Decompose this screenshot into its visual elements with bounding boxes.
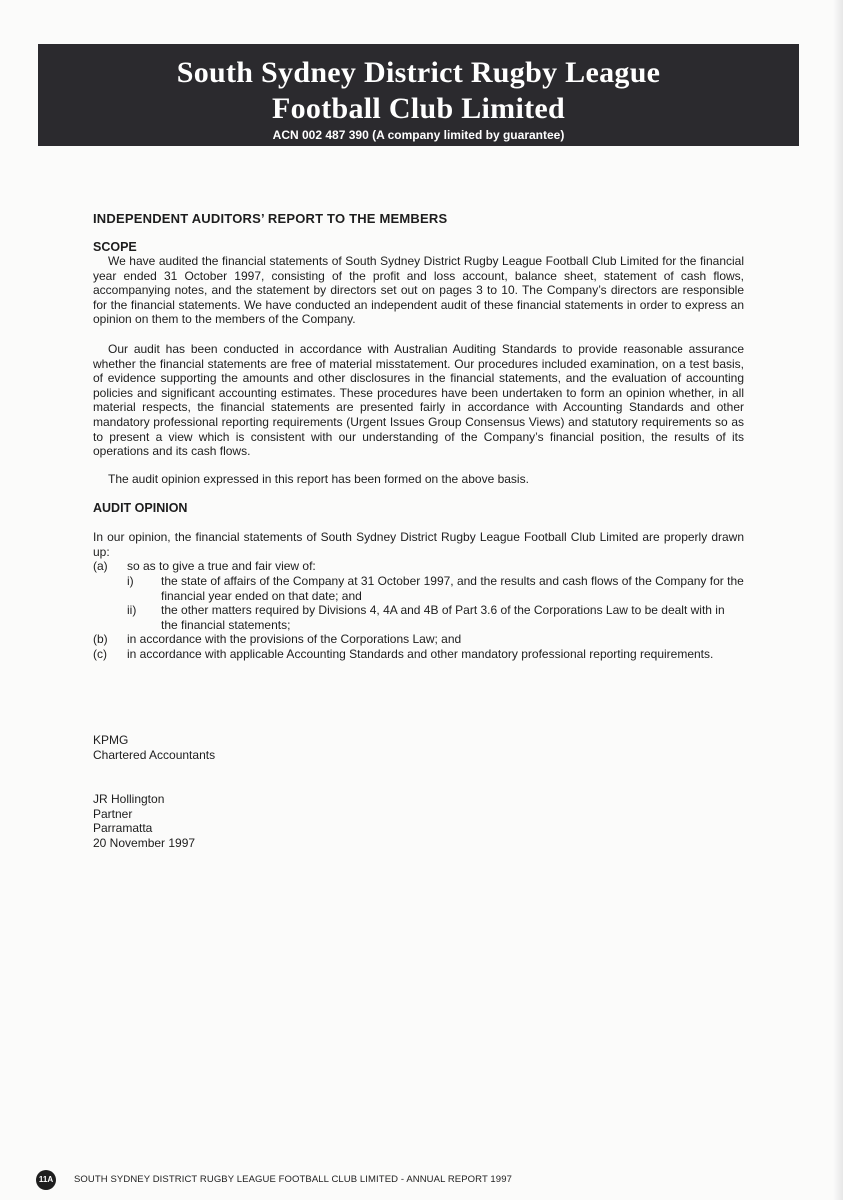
subitem-i-marker: i) [127,574,134,588]
header-banner [38,44,799,146]
footer-text: SOUTH SYDNEY DISTRICT RUGBY LEAGUE FOOTBALL CLUB LIMITED - ANNUAL REPORT 1997 [74,1174,512,1185]
page-edge-shadow [833,0,843,1200]
subitem-ii-text: the other matters required by Divisions 4, 4A and 4B of Part 3.6 of the Corporations Law to be dealt with in the financial statements; [161,603,725,632]
signatory-block [93,792,195,850]
item-a-text: so as to give a true and fair view of: [127,559,316,573]
scope-paragraph-1: We have audited the financial statements of South Sydney District Rugby League Football Club Limited for the financial year ended 31 October 1997, consisting of the profit and loss account, balance sheet, statement of cash flows, accompanying notes, and the statement by directors set out on pages 3 to 10. The Company’s directors are responsible for the financial statements. We have conducted an independent audit of these financial statements in order to express an opinion on them to the members of the Company. [93,254,744,327]
scope-paragraph-3: The audit opinion expressed in this report has been formed on the above basis. [108,472,529,486]
report-title: INDEPENDENT AUDITORS’ REPORT TO THE MEMBERS [93,211,448,226]
club-name-line-1: South Sydney District Rugby League [176,56,661,89]
signatory-name: JR Hollington [93,792,165,806]
signatory-location: Parramatta [93,821,153,836]
item-c-marker: (c) [93,647,107,661]
firm-type: Chartered Accountants [93,747,216,762]
item-c-text: in accordance with applicable Accounting Standards and other mandatory professional reporting requirements. [127,647,714,661]
auditor-firm-block [93,733,215,762]
item-b-text: in accordance with the provisions of the Corporations Law; and [127,632,462,646]
scope-heading: SCOPE [93,240,137,254]
opinion-intro: In our opinion, the financial statements of South Sydney District Rugby League Football Club Limited are properly drawn up: [93,530,744,559]
scope-paragraph-2: Our audit has been conducted in accordance with Australian Auditing Standards to provide reasonable assurance whether the financial statements are free of material misstatement. Our procedures included examination, on a test basis, of evidence supporting the amounts and other disclosures in the financial statements, and the evaluation of accounting policies and significant accounting estimates. These procedures have been undertaken to form an opinion whether, in all material respects, the financial statements are presented fairly in accordance with Accounting Standards and other mandatory professional reporting requirements (Urgent Issues Group Consensus Views) and statutory requirements so as to present a view which is consistent with our understanding of the Company’s financial position, the results of its operations and its cash flows. [93,342,744,459]
club-name [38,55,799,127]
item-a-marker: (a) [93,559,108,573]
signatory-role: Partner [93,806,133,821]
firm-name: KPMG [93,733,129,747]
signature-date: 20 November 1997 [93,835,196,850]
acn-subtitle: ACN 002 487 390 (A company limited by guarantee) [272,128,565,142]
subitem-i-text: the state of affairs of the Company at 31 October 1997, and the results and cash flows of the Company for the financial year ended on that date; and [161,574,744,603]
item-b-marker: (b) [93,632,108,646]
club-name-line-2: Football Club Limited [272,92,565,125]
page-number-badge: 11A [36,1170,56,1190]
subitem-ii-marker: ii) [127,603,137,617]
audit-opinion-heading: AUDIT OPINION [93,501,188,515]
